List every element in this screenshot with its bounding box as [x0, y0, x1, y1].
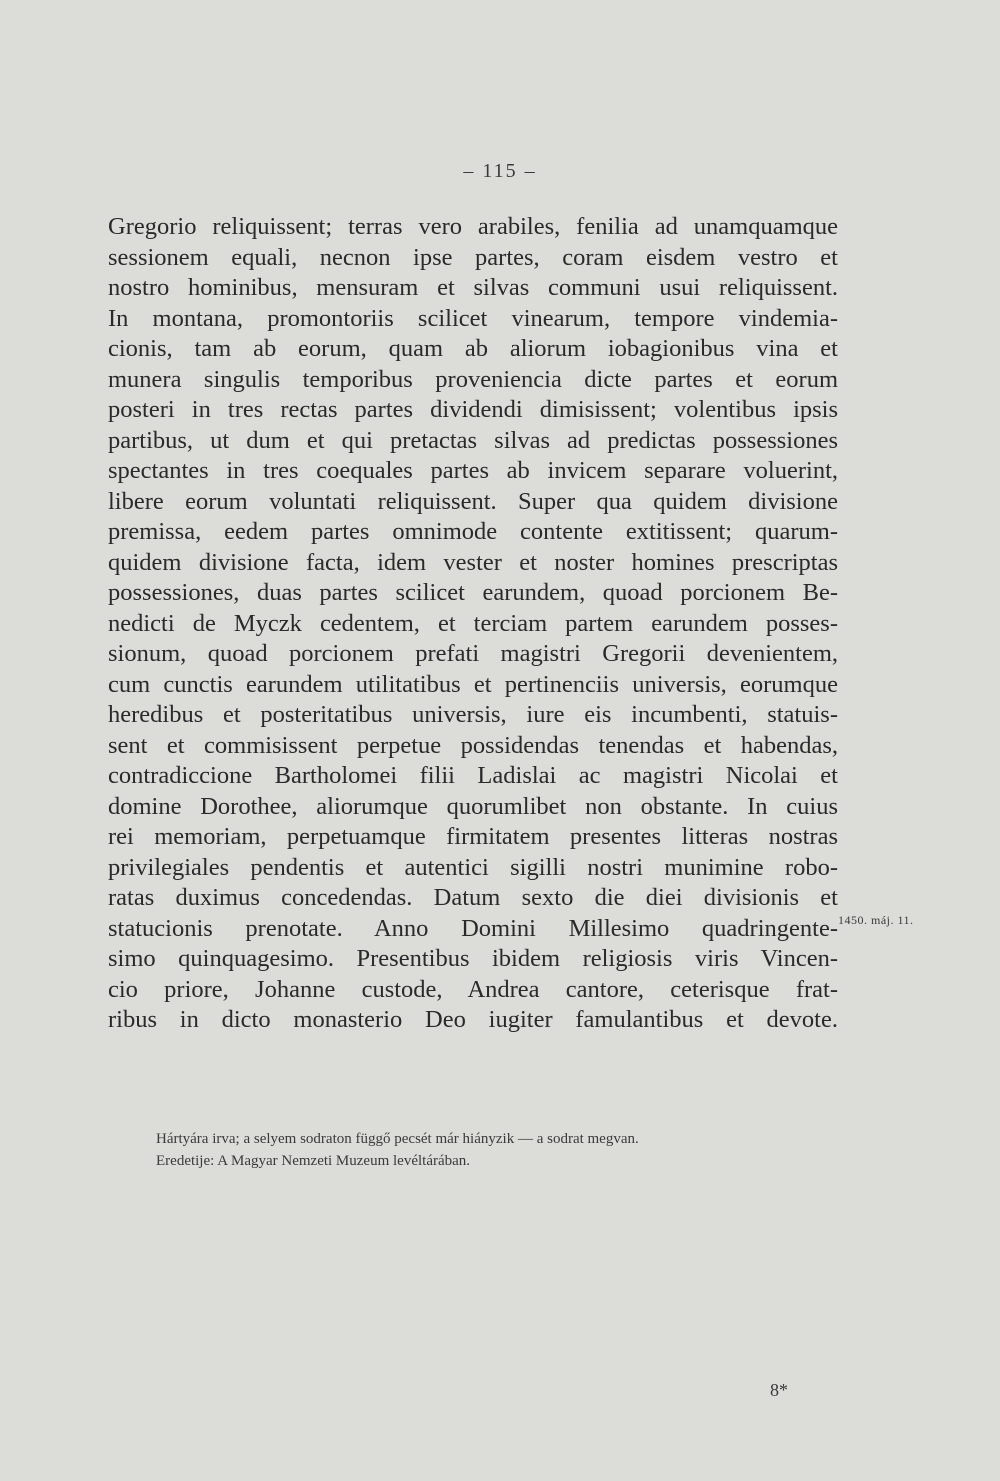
signature-mark: 8* — [770, 1380, 788, 1400]
body-line: possessiones, duas partes scilicet earundem, quoad porcionem Be- — [108, 579, 838, 606]
body-line: cio priore, Johanne custode, Andrea cantore, ceterisque frat- — [108, 975, 838, 1003]
body-line: rei memoriam, perpetuamque firmitatem presentes litteras nostras — [108, 823, 838, 850]
body-line: Gregorio reliquissent; terras vero arabiles, fenilia ad unamquamque — [108, 213, 838, 240]
body-line: heredibus et posteritatibus universis, iure eis incumbenti, statuis- — [108, 701, 838, 728]
body-line: libere eorum voluntati reliquissent. Super qua quidem divisione — [108, 487, 838, 515]
body-line: nedicti de Myczk cedentem, et terciam partem earundem posses- — [108, 609, 838, 637]
body-line: sionum, quoad porcionem prefati magistri Gregorii devenientem, — [108, 640, 838, 667]
body-line: In montana, promontoriis scilicet vinearum, tempore vindemia- — [108, 304, 838, 332]
body-line: sent et commisissent perpetue possidendas tenendas et habendas, — [108, 731, 838, 759]
body-line: simo quinquagesimo. Presentibus ibidem religiosis viris Vincen- — [108, 945, 838, 972]
body-line: cionis, tam ab eorum, quam ab aliorum iobagionibus vina et — [108, 335, 838, 362]
body-line: cum cunctis earundem utilitatibus et pertinenciis universis, eorumque — [108, 670, 838, 698]
margin-date-note: 1450. máj. 11. — [838, 913, 914, 927]
body-line: privilegiales pendentis et autentici sigilli nostri munimine robo- — [108, 853, 838, 881]
body-line: contradiccione Bartholomei filii Ladislai ac magistri Nicolai et — [108, 762, 838, 789]
footnote-line: Hártyára irva; a selyem sodraton függő pecsét már hiányzik — a sodrat megvan. — [156, 1131, 639, 1147]
page-number: – 115 – — [463, 160, 537, 182]
footnote-line: Eredetije: A Magyar Nemzeti Muzeum levéltárában. — [156, 1153, 471, 1169]
body-line: spectantes in tres coequales partes ab invicem separare voluerint, — [108, 457, 838, 484]
body-line: domine Dorothee, aliorumque quorumlibet non obstante. In cuius — [108, 792, 838, 820]
body-text — [108, 212, 838, 1036]
body-line: partibus, ut dum et qui pretactas silvas ad predictas possessiones — [108, 426, 838, 454]
body-line: quidem divisione facta, idem vester et noster homines prescriptas — [108, 548, 838, 576]
body-line: munera singulis temporibus proveniencia dicte partes et eorum — [108, 365, 838, 393]
body-line: ratas duximus concedendas. Datum sexto die diei divisionis et — [108, 884, 838, 911]
body-line: nostro hominibus, mensuram et silvas communi usui reliquissent. — [108, 274, 838, 301]
body-line: statucionis prenotate. Anno Domini Millesimo quadringente- — [108, 914, 838, 942]
footnotes — [156, 1128, 796, 1172]
body-line: posteri in tres rectas partes dividendi dimisissent; volentibus ipsis — [108, 396, 838, 423]
body-line: sessionem equali, necnon ipse partes, coram eisdem vestro et — [108, 243, 838, 271]
body-line: premissa, eedem partes omnimode contente extitissent; quarum- — [108, 518, 838, 545]
body-line: ribus in dicto monasterio Deo iugiter famulantibus et devote. — [108, 1006, 838, 1033]
